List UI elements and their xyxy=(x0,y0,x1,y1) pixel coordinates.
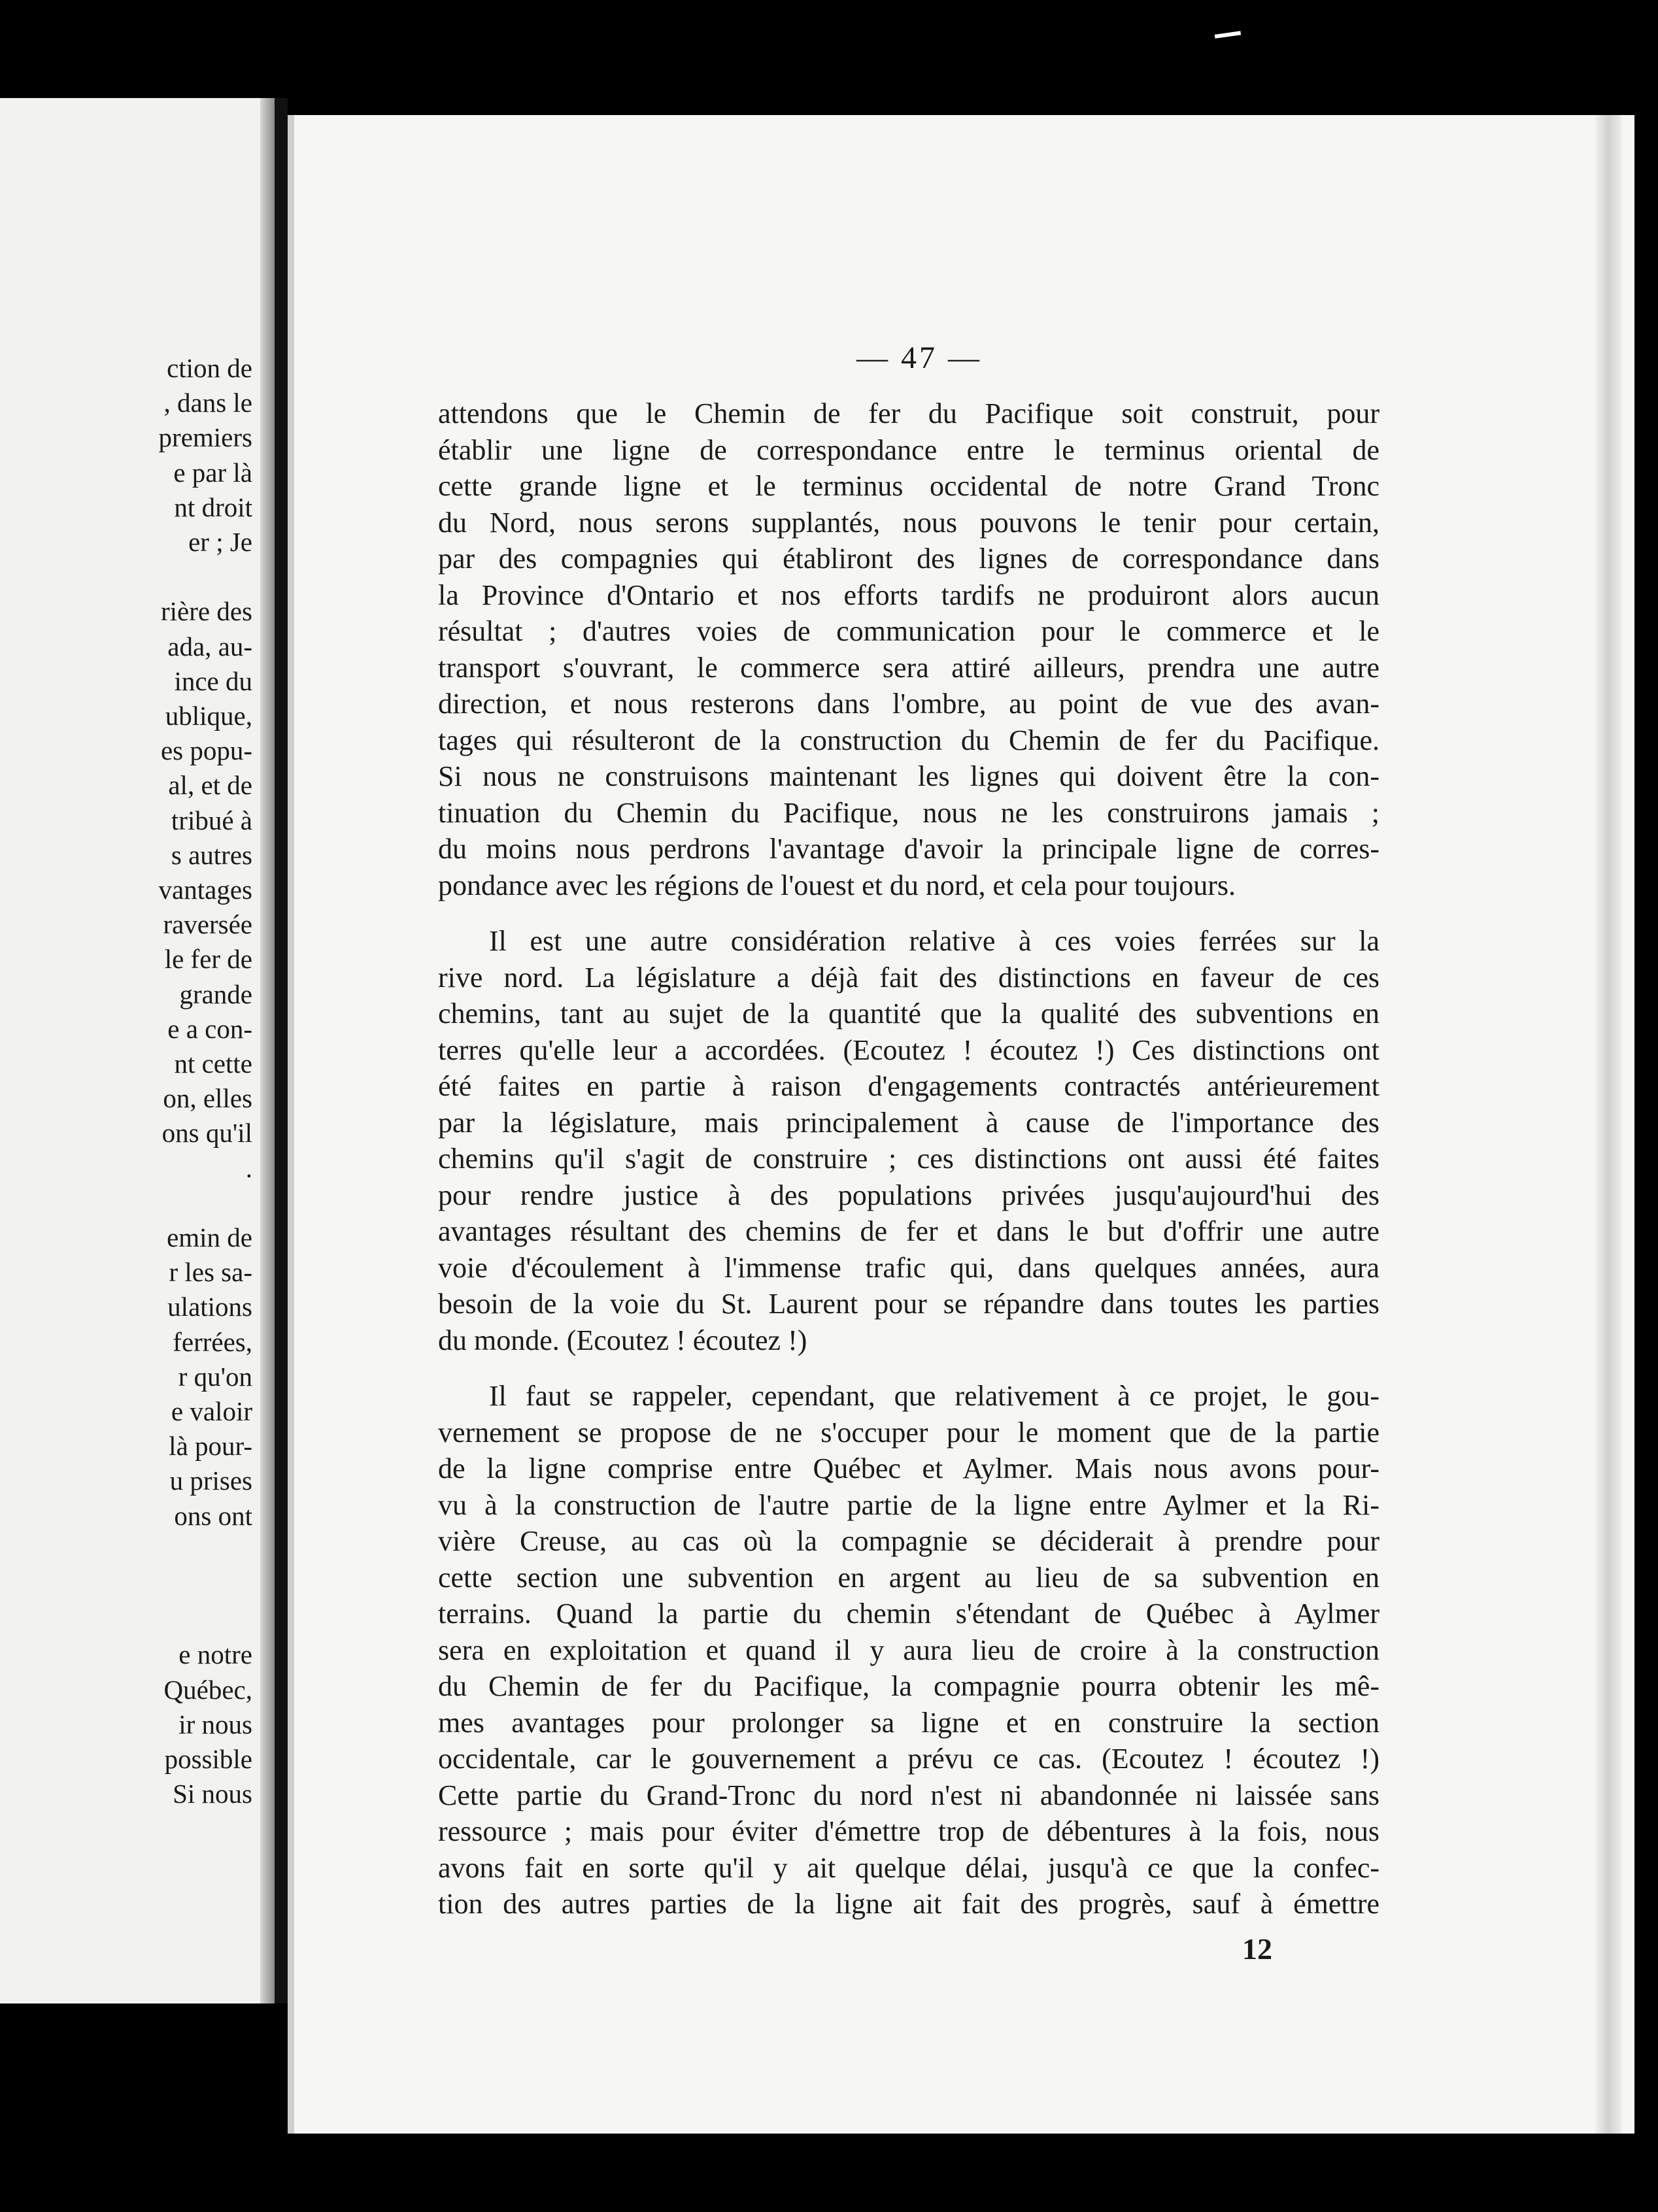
text-line: vu à la construction de l'autre partie de la ligne entre Aylmer et la Ri- xyxy=(438,1488,1379,1521)
text-line: de la ligne comprise entre Québec et Aylmer. Mais nous avons pour- xyxy=(438,1452,1379,1484)
left-page-line: emin de xyxy=(167,1222,252,1252)
text-line: chemins qu'il s'agit de construire ; ces distinctions ont aussi été faites xyxy=(438,1143,1379,1175)
left-page-line: là pour- xyxy=(169,1431,252,1462)
text-line: chemins, tant au sujet de la quantité que la qualité des subventions en xyxy=(438,997,1379,1030)
left-page-line: ons qu'il xyxy=(161,1118,252,1148)
text-line: établir une ligne de correspondance entre le terminus oriental de xyxy=(438,433,1379,466)
text-line: transport s'ouvrant, le commerce sera attiré ailleurs, prendra une autre xyxy=(438,651,1379,684)
left-page-line: nt cette xyxy=(174,1048,252,1079)
left-page-line: ulations xyxy=(167,1292,252,1322)
left-page-line: nt droit xyxy=(174,492,252,522)
text-line: tion des autres parties de la ligne ait fait des progrès, sauf à émettre xyxy=(438,1888,1379,1920)
right-page-edge xyxy=(1595,115,1621,2134)
text-line: la Province d'Ontario et nos efforts tardifs ne produiront alors aucun xyxy=(438,578,1379,611)
left-page-line: es popu- xyxy=(160,735,252,766)
left-page-line: ada, au- xyxy=(167,631,252,662)
text-line: voie d'écoulement à l'immense trafic qui, dans quelques années, aura xyxy=(438,1251,1379,1284)
paragraph xyxy=(438,395,1379,903)
text-line: du Nord, nous serons supplantés, nous pouvons le tenir pour certain, xyxy=(438,506,1379,539)
left-page-line: . xyxy=(245,1152,252,1183)
left-page-line: u prises xyxy=(169,1466,252,1496)
text-line: pour rendre justice à des populations privées jusqu'aujourd'hui des xyxy=(438,1179,1379,1211)
left-page-line: grande xyxy=(179,979,252,1009)
left-page-line: e notre xyxy=(178,1639,252,1670)
left-page-line: ir nous xyxy=(178,1709,252,1739)
left-page-line: on, elles xyxy=(163,1083,252,1114)
text-line: tages qui résulteront de la construction du Chemin de fer du Pacifique. xyxy=(438,724,1379,756)
paragraph xyxy=(438,923,1379,1358)
left-page-line: le fer de xyxy=(164,944,252,975)
left-page-line: ons ont xyxy=(174,1500,252,1531)
paragraph-gap xyxy=(438,1358,1379,1378)
body-text xyxy=(438,395,1379,1922)
left-page-line: tribué à xyxy=(171,805,252,835)
text-line: ressource ; mais pour éviter d'émettre trop de débentures à la fois, nous xyxy=(438,1815,1379,1847)
text-line: par la législature, mais principalement à cause de l'importance des xyxy=(438,1106,1379,1139)
text-line: du monde. (Ecoutez ! écoutez !) xyxy=(438,1324,807,1356)
left-page-line: al, et de xyxy=(168,770,252,801)
text-line: mes avantages pour prolonger sa ligne et en construire la section xyxy=(438,1706,1379,1739)
text-line: Si nous ne construisons maintenant les lignes qui doivent être la con- xyxy=(438,760,1379,792)
signature-mark: 12 xyxy=(1242,1932,1272,1966)
left-page-line: raversée xyxy=(163,909,252,940)
text-line: Il faut se rappeler, cependant, que relativement à ce projet, le gou- xyxy=(489,1380,1379,1412)
scan-corner-mark xyxy=(1215,31,1244,58)
text-line: rive nord. La législature a déjà fait des distinctions en faveur de ces xyxy=(438,961,1379,994)
paragraph xyxy=(438,1378,1379,1922)
left-page-line: premiers xyxy=(158,422,252,453)
text-line: Cette partie du Grand-Tronc du nord n'est ni abandonnée ni laissée sans xyxy=(438,1779,1379,1811)
left-page-line: e par là xyxy=(173,457,252,488)
left-page-line: , dans le xyxy=(163,388,252,418)
left-page-line: r qu'on xyxy=(178,1361,252,1392)
left-page-line: e a con- xyxy=(167,1013,252,1044)
left-page-line: possible xyxy=(164,1744,252,1774)
left-page-gutter-shadow xyxy=(260,98,275,2003)
left-page xyxy=(0,98,275,2003)
text-line: direction, et nous resterons dans l'ombre, au point de vue des avan- xyxy=(438,688,1379,720)
text-line: avantages résultant des chemins de fer et dans le but d'offrir une autre xyxy=(438,1215,1379,1247)
text-line: vière Creuse, au cas où la compagnie se déciderait à prendre pour xyxy=(438,1525,1379,1557)
text-line: sera en exploitation et quand il y aura lieu de croire à la construction xyxy=(438,1634,1379,1666)
text-line: attendons que le Chemin de fer du Pacifique soit construit, pour xyxy=(438,397,1379,429)
text-line: résultat ; d'autres voies de communication pour le commerce et le xyxy=(438,615,1379,647)
left-page-line: Québec, xyxy=(163,1674,252,1705)
paragraph-gap xyxy=(438,903,1379,923)
text-line: cette grande ligne et le terminus occidental de notre Grand Tronc xyxy=(438,470,1379,502)
text-line: terrains. Quand la partie du chemin s'étendant de Québec à Aylmer xyxy=(438,1598,1379,1630)
left-page-line: ince du xyxy=(174,665,252,696)
text-line: Il est une autre considération relative à ces voies ferrées sur la xyxy=(489,925,1379,957)
text-line: vernement se propose de ne s'occuper pour le moment que de la partie xyxy=(438,1416,1379,1449)
left-page-line: rière des xyxy=(161,596,252,627)
page-number: — 47 — xyxy=(856,341,982,375)
left-page-line: Si nous xyxy=(173,1779,252,1809)
text-line: cette section une subvention en argent au lieu de sa subvention en xyxy=(438,1561,1379,1594)
text-line: par des compagnies qui établiront des lignes de correspondance dans xyxy=(438,543,1379,575)
left-page-line: ublique, xyxy=(165,701,252,731)
text-line: besoin de la voie du St. Laurent pour se répandre dans toutes les parties xyxy=(438,1288,1379,1320)
text-line: tinuation du Chemin du Pacifique, nous ne les construirons jamais ; xyxy=(438,796,1379,829)
text-line: été faites en partie à raison d'engagements contractés antérieurement xyxy=(438,1070,1379,1102)
left-page-line: s autres xyxy=(171,839,252,870)
book-gutter xyxy=(275,98,288,2003)
left-page-line: e valoir xyxy=(171,1396,252,1426)
left-page-line: ction de xyxy=(167,353,252,383)
left-page-line: vantages xyxy=(158,875,252,905)
text-line: occidentale, car le gouvernement a prévu ce cas. (Ecoutez ! écoutez !) xyxy=(438,1743,1379,1775)
text-line: du moins nous perdrons l'avantage d'avoir la principale ligne de corres- xyxy=(438,833,1379,865)
left-page-line: r les sa- xyxy=(169,1257,252,1288)
text-line: pondance avec les régions de l'ouest et du nord, et cela pour toujours. xyxy=(438,869,1236,901)
text-line: du Chemin de fer du Pacifique, la compagnie pourra obtenir les mê- xyxy=(438,1670,1379,1702)
text-line: avons fait en sorte qu'il y ait quelque délai, jusqu'à ce que la confec- xyxy=(438,1851,1379,1884)
left-page-line: ferrées, xyxy=(173,1326,252,1357)
text-line: terres qu'elle leur a accordées. (Ecoutez ! écoutez !) Ces distinctions ont xyxy=(438,1033,1379,1066)
left-page-line: er ; Je xyxy=(188,527,252,557)
